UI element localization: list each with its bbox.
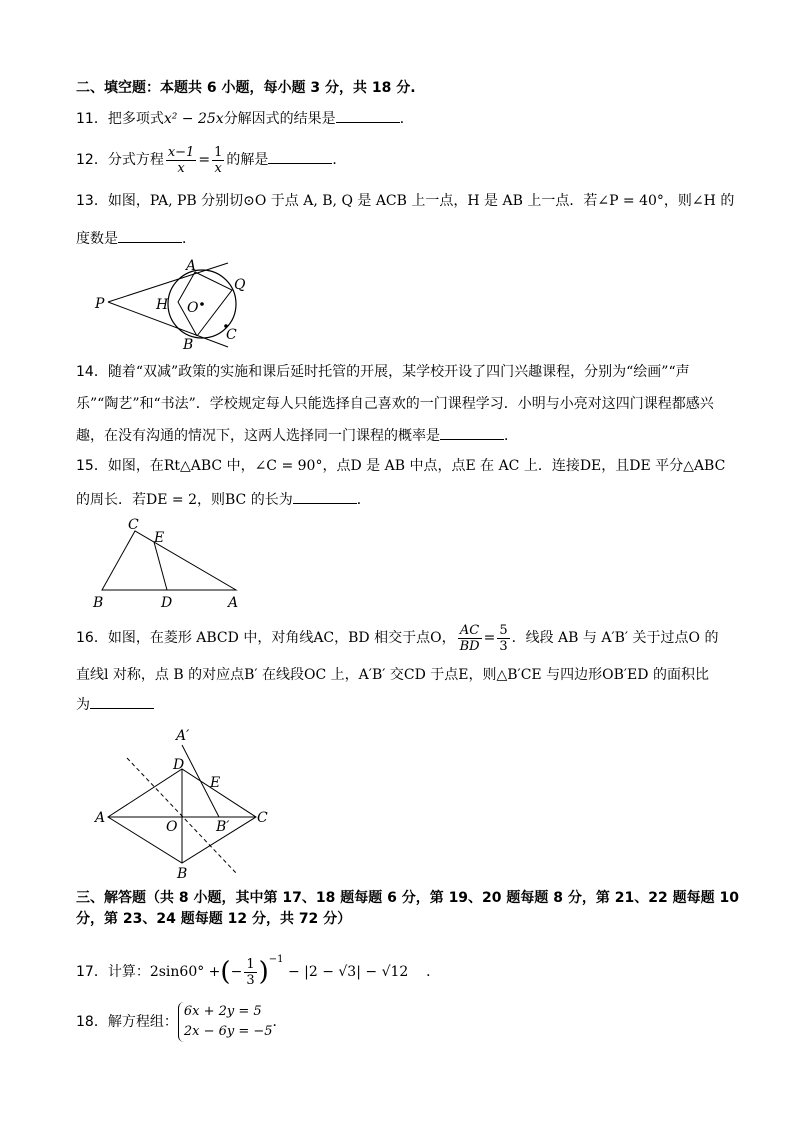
q16-fraction-ac-bd [458, 623, 482, 654]
center-point-o [200, 302, 204, 306]
section-3-title-line-2: 分，第 23、24 题每题 12 分，共 72 分） [76, 911, 352, 927]
label-a-prime: A′ [176, 728, 190, 744]
label-q: Q [234, 277, 246, 293]
question-14 [76, 362, 690, 382]
q17-expression-1: 2sin60° + [149, 964, 221, 980]
question-number: 15． [76, 458, 108, 474]
denominator: x [177, 160, 185, 176]
question-16 [76, 618, 718, 658]
question-number: 12． [76, 152, 108, 168]
question-16-line-3 [76, 694, 154, 715]
question-16-line-2: 直线l 对称，点 B 的对应点B′ 在线段OC 上，A′B′ 交CD 于点E，则△B′CE 与四边形OB′ED 的面积比 [76, 667, 709, 683]
answer-blank [440, 425, 504, 440]
denominator: 3 [499, 638, 508, 654]
q17-text: 计算： [107, 964, 150, 980]
question-14-line-3 [76, 425, 518, 446]
denominator: x [214, 160, 222, 176]
q14-end: ． [504, 428, 518, 444]
question-14-line-2: 乐”“陶艺”和“书法”．学校规定每人只能选择自己喜欢的一门课程学习．小明与小亮对这四门课程都感兴 [76, 396, 714, 412]
question-number: 18． [76, 1014, 108, 1030]
question-18 [76, 1000, 287, 1044]
label-d: D [173, 757, 185, 773]
q12-text-2: 的解是 [226, 152, 269, 168]
q16-line-3-text: 为 [76, 697, 90, 713]
q11-expression: x² − 25x [163, 111, 224, 127]
equation-2: 2x − 6y = −5 [183, 1024, 273, 1039]
q13-line-1: 如图，PA, PB 分别切⊙O 于点 A, B, Q 是 ACB 上一点，H 是 AB 上一点．若∠P = 40°，则∠H 的 [107, 193, 735, 209]
label-p: P [95, 296, 105, 312]
denominator: BD [459, 638, 480, 654]
q14-line-1: 随着“双减”政策的实施和课后延时托管的开展，某学校开设了四门兴趣课程，分别为“绘画”“声 [107, 364, 690, 380]
q18-text: 解方程组： [107, 1014, 178, 1030]
q15-end: ． [356, 492, 371, 508]
numerator: 1 [214, 144, 223, 160]
label-o: O [166, 819, 178, 835]
equation-1: 6x + 2y = 5 [183, 1004, 262, 1019]
question-12 [76, 140, 346, 180]
question-17 [76, 940, 440, 992]
section-3-title-line-1: 三、解答题（共 8 小题，其中第 17、18 题每题 6 分，第 19、20 题每题 8 分，第 21、22 题每题 10 [76, 890, 739, 906]
label-b: B [93, 595, 104, 611]
q12-text-1: 分式方程 [107, 152, 164, 168]
numerator: AC [458, 623, 482, 639]
answer-blank [293, 489, 357, 504]
label-h: H [156, 297, 169, 313]
q15-line-1: 如图，在Rt△ABC 中，∠C = 90°，点D 是 AB 中点，点E 在 AC 上．连接DE，且DE 平分△ABC [107, 458, 726, 474]
q16-line-1b: ．线段 AB 与 A′B′ 关于过点O 的 [511, 630, 719, 646]
q12-end: ． [332, 152, 347, 168]
label-e: E [154, 530, 165, 546]
equals-sign: = [483, 630, 496, 646]
label-b: B [177, 866, 188, 882]
label-b-prime: B′ [216, 819, 230, 835]
q16-line-1a: 如图，在菱形 ABCD 中，对角线AC，BD 相交于点O， [107, 630, 456, 646]
answer-blank [90, 694, 154, 709]
question-15 [76, 456, 725, 476]
numerator: 1 [246, 956, 255, 972]
q15-line-2-text: 的周长．若DE = 2，则BC 的长为 [76, 492, 293, 508]
question-number: 17． [76, 964, 108, 980]
q11-end: ． [399, 111, 414, 127]
q15-figure [90, 516, 250, 612]
label-a: A [228, 595, 239, 611]
q13-end: ． [182, 231, 196, 247]
question-number: 16． [76, 630, 108, 646]
q16-figure [90, 724, 280, 884]
q12-fraction-left [166, 145, 197, 176]
q17-end: ． [426, 964, 441, 980]
label-o: O [187, 300, 199, 316]
label-b: B [183, 337, 194, 353]
q17-expression-2: − |2 − √3| − √12 [287, 964, 409, 980]
q17-neg-sign: − [230, 964, 243, 980]
q17-fraction [244, 957, 256, 988]
q13-line-2-text: 度数是 [76, 231, 118, 247]
q11-text-2: 分解因式的结果是 [223, 111, 336, 127]
equals-sign: = [198, 152, 211, 168]
q11-text-1: 把多项式 [107, 111, 164, 127]
label-c: C [128, 517, 139, 533]
answer-blank [268, 149, 332, 164]
denominator: 3 [246, 972, 255, 988]
right-paren: ) [258, 957, 269, 987]
q14-line-3-text: 趣，在没有沟通的情况下，这两人选择同一门课程的概率是 [76, 428, 440, 444]
question-13 [76, 191, 734, 211]
triangle-abc [102, 531, 236, 590]
left-paren: ( [220, 957, 231, 987]
segment-de [154, 542, 167, 590]
question-13-line-2 [76, 228, 196, 249]
numerator: x−1 [167, 144, 195, 160]
q18-end: ． [272, 1014, 287, 1030]
question-number: 14． [76, 364, 108, 380]
question-number: 11． [76, 111, 108, 127]
q13-figure [90, 255, 260, 355]
label-c: C [226, 327, 237, 343]
q16-fraction-value [497, 623, 509, 654]
q12-fraction-right [212, 145, 224, 176]
label-a: A [186, 258, 197, 274]
question-number: 13． [76, 193, 108, 209]
numerator: 5 [499, 622, 508, 638]
label-a: A [95, 810, 106, 826]
question-11 [76, 108, 414, 129]
section-2-title: 二、填空题：本题共 6 小题，每小题 3 分，共 18 分. [76, 80, 416, 96]
label-e: E [210, 775, 221, 791]
q17-exponent: −1 [268, 954, 284, 965]
answer-blank [118, 228, 182, 243]
equation-system [178, 1002, 273, 1042]
answer-blank [336, 108, 400, 123]
label-d: D [161, 595, 173, 611]
question-15-line-2 [76, 489, 371, 510]
label-c: C [257, 810, 268, 826]
